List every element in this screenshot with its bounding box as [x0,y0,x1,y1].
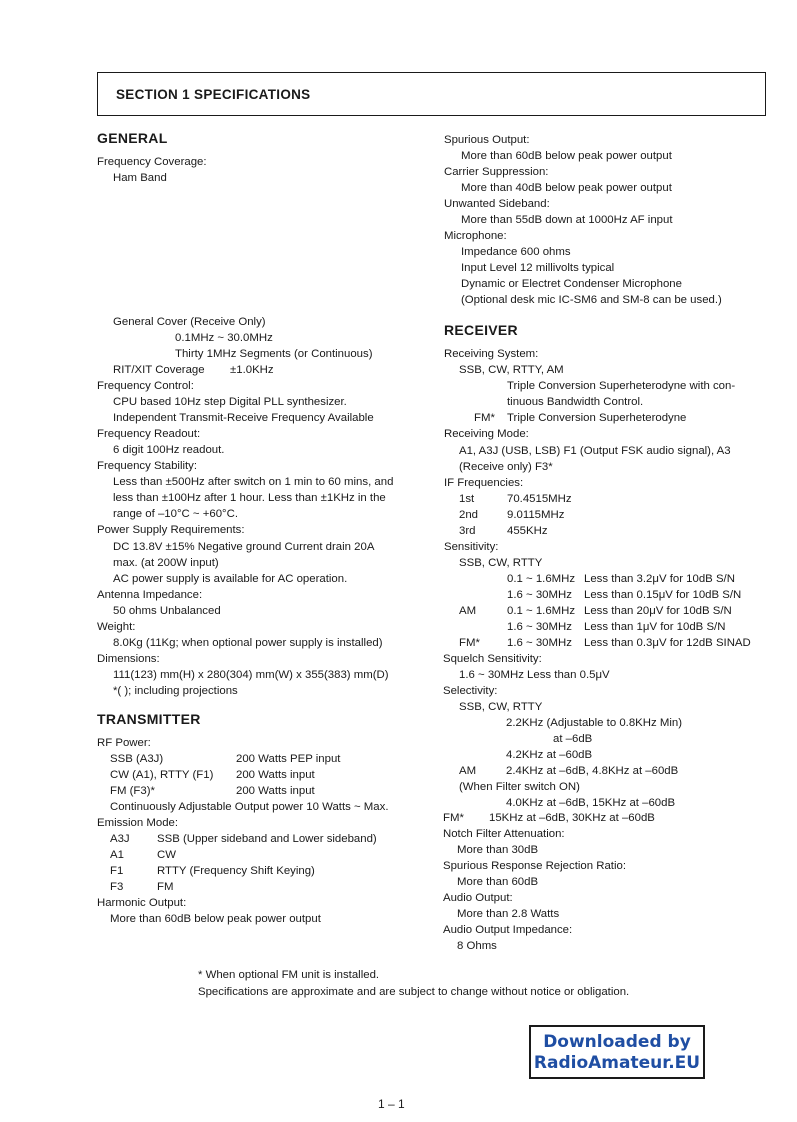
unwanted-sideband-label: Unwanted Sideband: [444,198,550,210]
sensitivity-spec: Less than 1μV for 10dB S/N [584,621,726,633]
ham-band-label: Ham Band [113,172,167,184]
frequency-stability-line-2: less than ±100Hz after 1 hour. Less than ±1KHz in the [113,492,386,504]
frequency-readout-label: Frequency Readout: [97,428,201,440]
selectivity-fm-value: 15KHz at –6dB, 30KHz at –60dB [489,812,655,824]
rf-power-label: RF Power: [97,737,151,749]
if-frequencies-label: IF Frequencies: [444,477,524,489]
sensitivity-label: Sensitivity: [444,541,499,553]
if-stage: 1st [459,493,475,505]
sensitivity-spec: Less than 20μV for 10dB S/N [584,605,732,617]
frequency-control-line-2: Independent Transmit-Receive Frequency Available [113,412,374,424]
emission-desc: FM [157,881,174,893]
audio-output-value: More than 2.8 Watts [457,908,560,920]
frequency-stability-line-3: range of –10°C ~ +60°C. [113,508,238,520]
if-stage: 2nd [459,509,479,521]
emission-mode-label: Emission Mode: [97,817,179,829]
if-frequency: 455KHz [507,525,548,537]
sensitivity-range: 0.1 ~ 1.6MHz [507,573,576,585]
unwanted-sideband-value: More than 55dB down at 1000Hz AF input [461,214,673,226]
emission-code: A3J [110,833,130,845]
power-supply-line-1: DC 13.8V ±15% Negative ground Current drain 20A [113,541,375,553]
if-frequency: 70.4515MHz [507,493,572,505]
frequency-stability-label: Frequency Stability: [97,460,198,472]
rf-power-mode: SSB (A3J) [110,753,164,765]
rf-power-mode: CW (A1), RTTY (F1) [110,769,214,781]
weight-label: Weight: [97,621,136,633]
frequency-coverage-label: Frequency Coverage: [97,156,207,168]
selectivity-ssb-modes: SSB, CW, RTTY [459,701,543,713]
sensitivity-mode: FM* [459,637,480,649]
selectivity-label: Selectivity: [443,685,498,697]
spurious-output-label: Spurious Output: [444,134,530,146]
receiving-mode-line-2: (Receive only) F3* [459,461,553,473]
emission-desc: CW [157,849,176,861]
audio-impedance-label: Audio Output Impedance: [443,924,573,936]
general-cover-segments: Thirty 1MHz Segments (or Continuous) [175,348,373,360]
microphone-line-3: Dynamic or Electret Condenser Microphone [461,278,682,290]
sensitivity-range: 1.6 ~ 30MHz [507,621,572,633]
sensitivity-spec: Less than 0.3μV for 12dB SINAD [584,637,751,649]
carrier-suppression-value: More than 40dB below peak power output [461,182,672,194]
rf-power-value: 200 Watts input [236,785,315,797]
sensitivity-range: 0.1 ~ 1.6MHz [507,605,576,617]
stamp-line-2: RadioAmateur.EU [533,1053,701,1073]
sensitivity-range: 1.6 ~ 30MHz [507,637,572,649]
sensitivity-spec: Less than 0.15μV for 10dB S/N [584,589,742,601]
notch-filter-label: Notch Filter Attenuation: [443,828,565,840]
receiving-mode-line-1: A1, A3J (USB, LSB) F1 (Output FSK audio signal), A3 [459,445,731,457]
section-header-box [97,72,766,116]
selectivity-line-2: at –6dB [553,733,593,745]
frequency-stability-line-1: Less than ±500Hz after switch on 1 min to 60 mins, and [113,476,394,488]
page-number: 1 – 1 [378,1097,405,1111]
notch-filter-value: More than 30dB [457,844,539,856]
sensitivity-spec: Less than 3.2μV for 10dB S/N [584,573,735,585]
receiving-system-fm-desc: Triple Conversion Superheterodyne [507,412,687,424]
selectivity-filter-value: 4.0KHz at –6dB, 15KHz at –60dB [506,797,676,809]
if-frequency: 9.0115MHz [507,509,565,521]
section-title: SECTION 1 SPECIFICATIONS [116,87,311,102]
microphone-line-1: Impedance 600 ohms [461,246,571,258]
spurious-rejection-label: Spurious Response Rejection Ratio: [443,860,626,872]
selectivity-filter-note: (When Filter switch ON) [459,781,580,793]
selectivity-fm-label: FM* [443,812,464,824]
receiving-system-label: Receiving System: [444,348,539,360]
emission-code: F1 [110,865,124,877]
antenna-impedance-value: 50 ohms Unbalanced [113,605,221,617]
receiving-system-desc-1: Triple Conversion Superheterodyne with con- [507,380,736,392]
audio-output-label: Audio Output: [443,892,513,904]
rf-power-value: 200 Watts PEP input [236,753,341,765]
weight-value: 8.0Kg (11Kg; when optional power supply is installed) [113,637,383,649]
emission-code: F3 [110,881,124,893]
selectivity-line-3: 4.2KHz at –60dB [506,749,593,761]
general-cover-label: General Cover (Receive Only) [113,316,266,328]
receiver-heading: RECEIVER [444,322,518,338]
sensitivity-ssb-modes: SSB, CW, RTTY [459,557,543,569]
microphone-line-4: (Optional desk mic IC-SM6 and SM-8 can be used.) [461,294,722,306]
footnote-disclaimer: Specifications are approximate and are subject to change without notice or obligation. [198,986,630,998]
general-cover-range: 0.1MHz ~ 30.0MHz [175,332,273,344]
squelch-sensitivity-value: 1.6 ~ 30MHz Less than 0.5μV [459,669,610,681]
receiving-system-modes: SSB, CW, RTTY, AM [459,364,564,376]
microphone-label: Microphone: [444,230,507,242]
carrier-suppression-label: Carrier Suppression: [444,166,549,178]
download-stamp [529,1025,705,1079]
receiving-system-fm-label: FM* [474,412,495,424]
rit-xit-label: RIT/XIT Coverage [113,364,205,376]
sensitivity-mode: AM [459,605,477,617]
receiving-system-desc-2: tinuous Bandwidth Control. [507,396,644,408]
receiving-mode-label: Receiving Mode: [444,428,529,440]
rf-continuous: Continuously Adjustable Output power 10 Watts ~ Max. [110,801,389,813]
dimensions-note: *( ); including projections [113,685,238,697]
sensitivity-range: 1.6 ~ 30MHz [507,589,572,601]
harmonic-output-value: More than 60dB below peak power output [110,913,321,925]
emission-desc: SSB (Upper sideband and Lower sideband) [157,833,377,845]
squelch-sensitivity-label: Squelch Sensitivity: [443,653,542,665]
selectivity-am-value: 2.4KHz at –6dB, 4.8KHz at –60dB [506,765,679,777]
emission-desc: RTTY (Frequency Shift Keying) [157,865,315,877]
if-stage: 3rd [459,525,476,537]
selectivity-am-label: AM [459,765,477,777]
frequency-readout-value: 6 digit 100Hz readout. [113,444,225,456]
emission-code: A1 [110,849,124,861]
spurious-output-value: More than 60dB below peak power output [461,150,672,162]
power-supply-line-3: AC power supply is available for AC operation. [113,573,348,585]
frequency-control-line-1: CPU based 10Hz step Digital PLL synthesizer. [113,396,347,408]
antenna-impedance-label: Antenna Impedance: [97,589,203,601]
selectivity-line-1: 2.2KHz (Adjustable to 0.8KHz Min) [506,717,682,729]
spurious-rejection-value: More than 60dB [457,876,539,888]
rf-power-mode: FM (F3)* [110,785,155,797]
dimensions-value: 111(123) mm(H) x 280(304) mm(W) x 355(383) mm(D) [113,669,389,681]
stamp-line-1: Downloaded by [543,1032,691,1052]
transmitter-heading: TRANSMITTER [97,711,201,727]
frequency-control-label: Frequency Control: [97,380,194,392]
harmonic-output-label: Harmonic Output: [97,897,187,909]
footnote-fm-unit: * When optional FM unit is installed. [198,969,380,981]
power-supply-label: Power Supply Requirements: [97,524,245,536]
microphone-line-2: Input Level 12 millivolts typical [461,262,615,274]
dimensions-label: Dimensions: [97,653,160,665]
general-heading: GENERAL [97,130,168,146]
audio-impedance-value: 8 Ohms [457,940,497,952]
power-supply-line-2: max. (at 200W input) [113,557,219,569]
rit-xit-value: ±1.0KHz [230,364,274,376]
rf-power-value: 200 Watts input [236,769,315,781]
